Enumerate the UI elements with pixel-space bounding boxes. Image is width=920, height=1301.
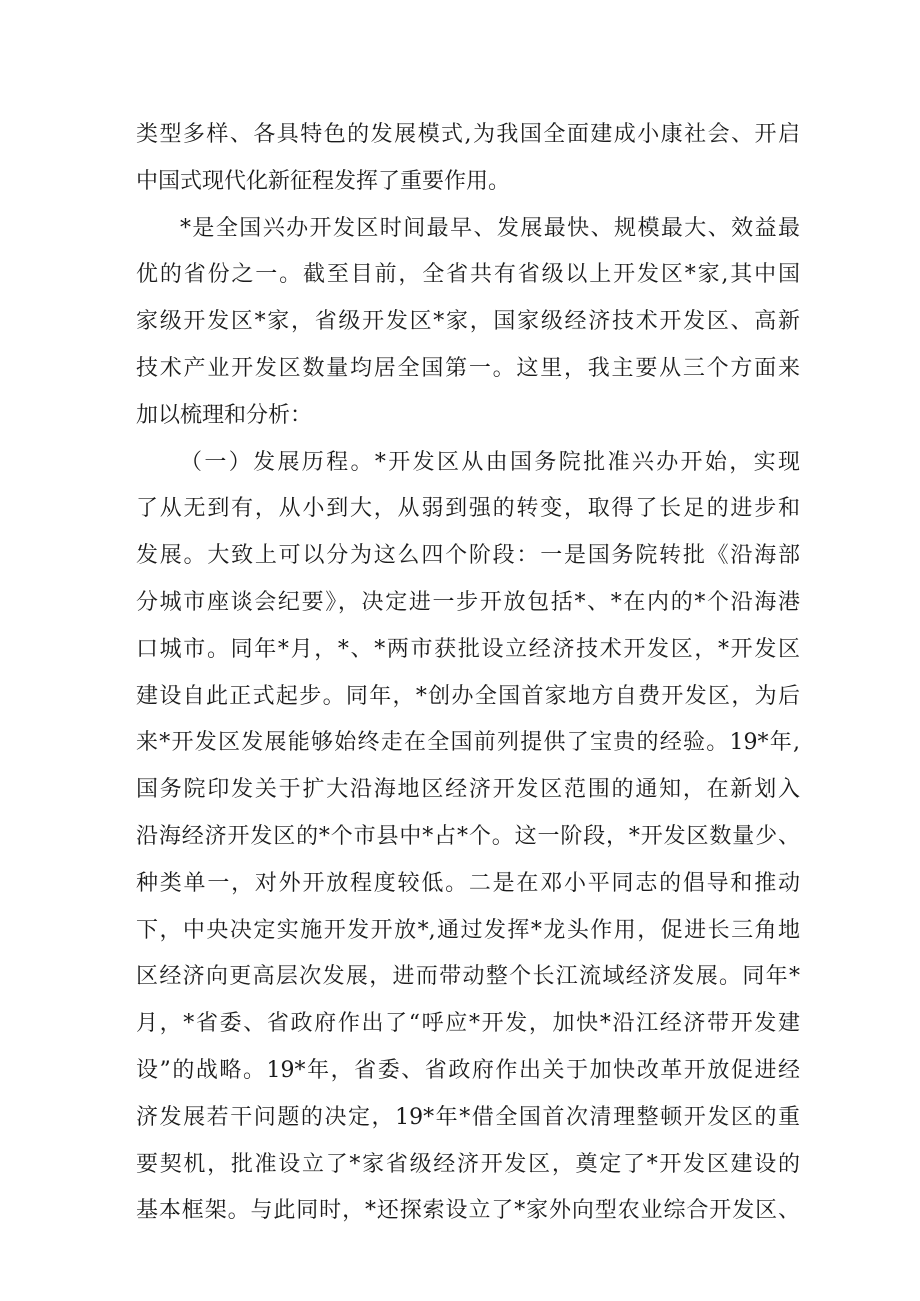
- paragraph-2: [136, 206, 800, 440]
- text-line: 建设自此正式起步。同年，*创办全国首家地方自费开发区，为后: [136, 683, 800, 709]
- text-line: 口城市。同年*月，*、*两市获批设立经济技术开发区，*开发区: [136, 636, 800, 662]
- text-line: 发展。大致上可以分为这么四个阶段：一是国务院转批《沿海部: [136, 543, 800, 569]
- text-line: 家级开发区*家，省级开发区*家，国家级经济技术开发区、高新: [136, 309, 800, 335]
- paragraph-3: [136, 440, 800, 1236]
- text-line: 要契机，批准设立了*家省级经济开发区，奠定了*开发区建设的: [136, 1151, 800, 1177]
- paragraph-1: [136, 112, 800, 206]
- text-line: 下，中央决定实施开发开放*,通过发挥*龙头作用，促进长三角地: [136, 917, 800, 943]
- text-line: 类型多样、各具特色的发展模式,为我国全面建成小康社会、开启: [136, 122, 800, 147]
- document-page: [136, 112, 800, 1235]
- text-line: 月，*省委、省政府作出了“呼应*开发，加快*沿江经济带开发建: [136, 1011, 800, 1037]
- text-line: *是全国兴办开发区时间最早、发展最快、规模最大、效益最: [180, 215, 800, 241]
- section-heading-line: （一）发展历程。*开发区从由国务院批准兴办开始，实现: [180, 449, 800, 475]
- text-line: 国务院印发关于扩大沿海地区经济开发区范围的通知，在新划入: [136, 777, 800, 803]
- text-line: 了从无到有，从小到大，从弱到强的转变，取得了长足的进步和: [136, 496, 800, 522]
- text-line: 中国式现代化新征程发挥了重要作用。: [136, 168, 511, 194]
- text-line: 种类单一，对外开放程度较低。二是在邓小平同志的倡导和推动: [136, 870, 800, 896]
- text-line: 技术产业开发区数量均居全国第一。这里，我主要从三个方面来: [136, 355, 800, 381]
- text-line: 分城市座谈会纪要》，决定进一步开放包括*、*在内的*个沿海港: [136, 589, 800, 615]
- text-line: 区经济向更高层次发展，进而带动整个长江流域经济发展。同年*: [136, 964, 800, 990]
- text-line: 沿海经济开发区的*个市县中*占*个。这一阶段，*开发区数量少、: [136, 823, 800, 849]
- text-line: 加以梳理和分析：: [136, 402, 313, 428]
- text-line: 济发展若干问题的决定，19*年*借全国首次清理整顿开发区的重: [136, 1104, 800, 1130]
- text-line: 优的省份之一。截至目前，全省共有省级以上开发区*家,其中国: [136, 262, 800, 288]
- text-line: 基本框架。与此同时，*还探索设立了*家外向型农业综合开发区、: [136, 1198, 800, 1224]
- text-line: 来*开发区发展能够始终走在全国前列提供了宝贵的经验。19*年,: [136, 730, 800, 756]
- text-line: 设”的战略。19*年，省委、省政府作出关于加快改革开放促进经: [136, 1057, 800, 1083]
